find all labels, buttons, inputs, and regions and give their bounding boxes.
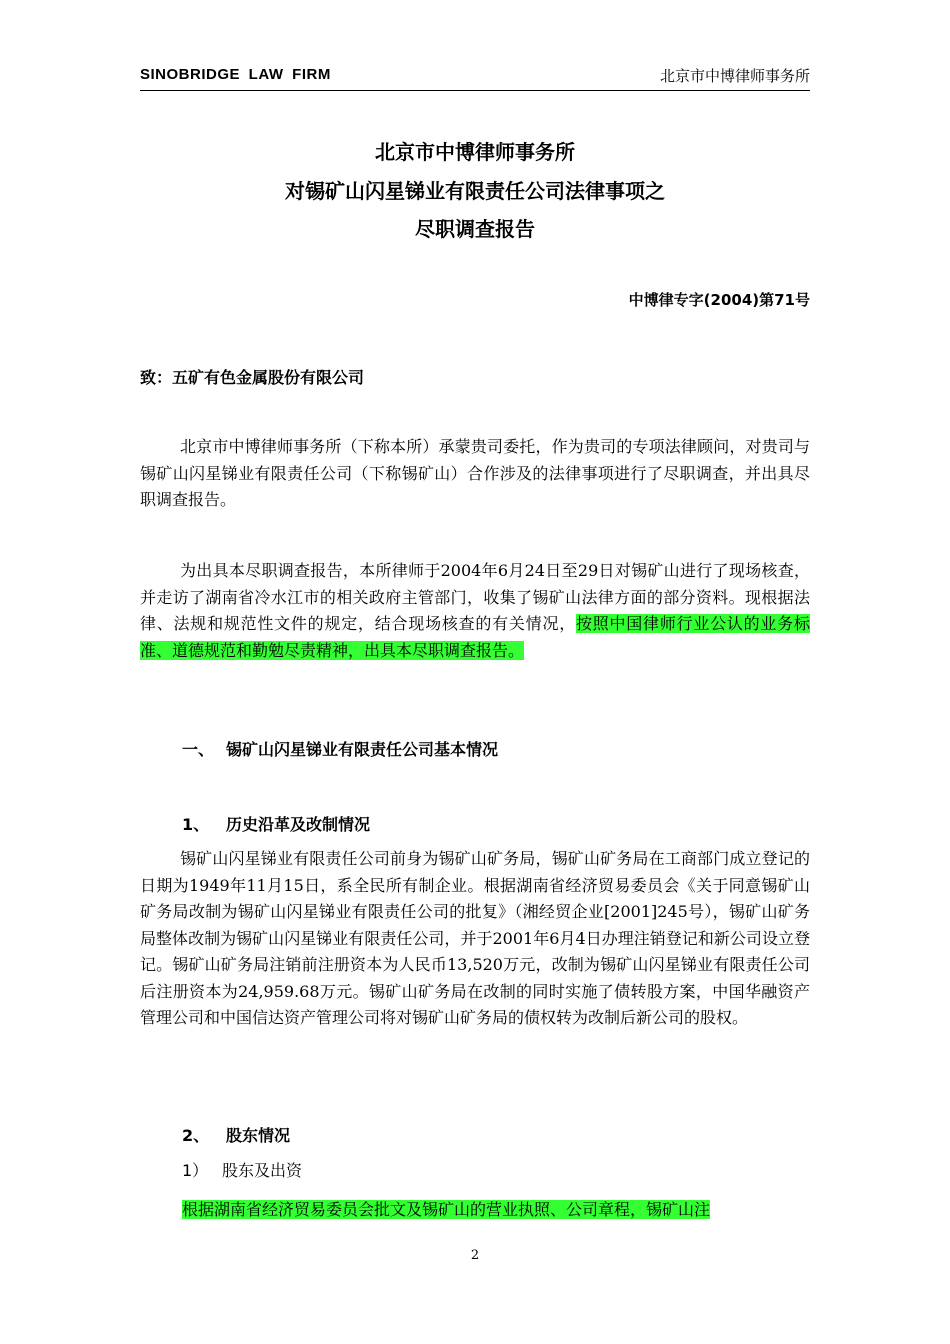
shareholder-highlight: 根据湖南省经济贸易委员会批文及锡矿山的营业执照、公司章程，锡矿山注 [182,1200,711,1219]
header-firm-chinese: 北京市中博律师事务所 [659,67,810,85]
subsection-heading-2 [182,1123,290,1146]
section-heading-1 [182,737,498,760]
item-heading-1 [182,1158,302,1181]
title-line-2: 对锡矿山闪星锑业有限责任公司法律事项之 [285,179,665,203]
section-1-title: 锡矿山闪星锑业有限责任公司基本情况 [226,740,499,759]
intro-paragraph-1: 北京市中博律师事务所（下称本所）承蒙贵司委托，作为贵司的专项法律顾问，对贵司与锡矿山闪星锑业有限责任公司（下称锡矿山）合作涉及的法律事项进行了尽职调查，并出具尽职调查报告。 [140,437,810,509]
shareholder-paragraph-start [182,1197,710,1223]
subsection-heading-1 [182,812,370,835]
intro-paragraph-2-highlight: 按照中国律师行业公认的业务标准、道德规范和勤勉尽责精神，出具本尽职调查报告。 [140,614,810,660]
subsection-2-title: 股东情况 [226,1126,291,1145]
header-firm-english: SINOBRIDGE LAW FIRM [140,66,331,83]
title-line-3: 尽职调查报告 [415,217,535,241]
intro-paragraph-2-text: 为出具本尽职调查报告，本所律师于2004年6月24日至29日对锡矿山进行了现场核查，并走访了湖南省冷水江市的相关政府主管部门，收集了锡矿山法律方面的部分资料。现根据法律、法规和规范性文件的规定，结合现场核查的有关情况， [140,561,810,633]
section-1-number: 一、 [182,740,215,759]
document-number: 中博律专字(2004)第71号 [628,291,810,309]
page-number: 2 [470,1248,480,1263]
title-line-1: 北京市中博律师事务所 [375,140,575,164]
intro-paragraph-2 [140,558,810,664]
page-header [140,64,810,91]
history-paragraph: 锡矿山闪星锑业有限责任公司前身为锡矿山矿务局，锡矿山矿务局在工商部门成立登记的日期为1949年11月15日，系全民所有制企业。根据湖南省经济贸易委员会《关于同意锡矿山矿务局改制为锡矿山闪星锑业有限责任公司的批复》（湘经贸企业[2001]245号），锡矿山矿务局整体改制为锡矿山闪星锑业有限责任公司，并于2001年6月4日办理注销登记和新公司设立登记。锡矿山矿务局注销前注册资本为人民币13,520万元，改制为锡矿山闪星锑业有限责任公司后注册资本为24,959.68万元。锡矿山矿务局在改制的同时实施了债转股方案，中国华融资产管理公司和中国信达资产管理公司将对锡矿山矿务局的债权转为改制后新公司的股权。 [140,849,810,1027]
item-1-title: 股东及出资 [222,1161,303,1180]
item-1-number: 1） [182,1161,209,1180]
subsection-1-number: 1、 [182,815,210,834]
addressee: 致：五矿有色金属股份有限公司 [140,368,365,387]
subsection-1-title: 历史沿革及改制情况 [226,815,371,834]
subsection-2-number: 2、 [182,1126,210,1145]
